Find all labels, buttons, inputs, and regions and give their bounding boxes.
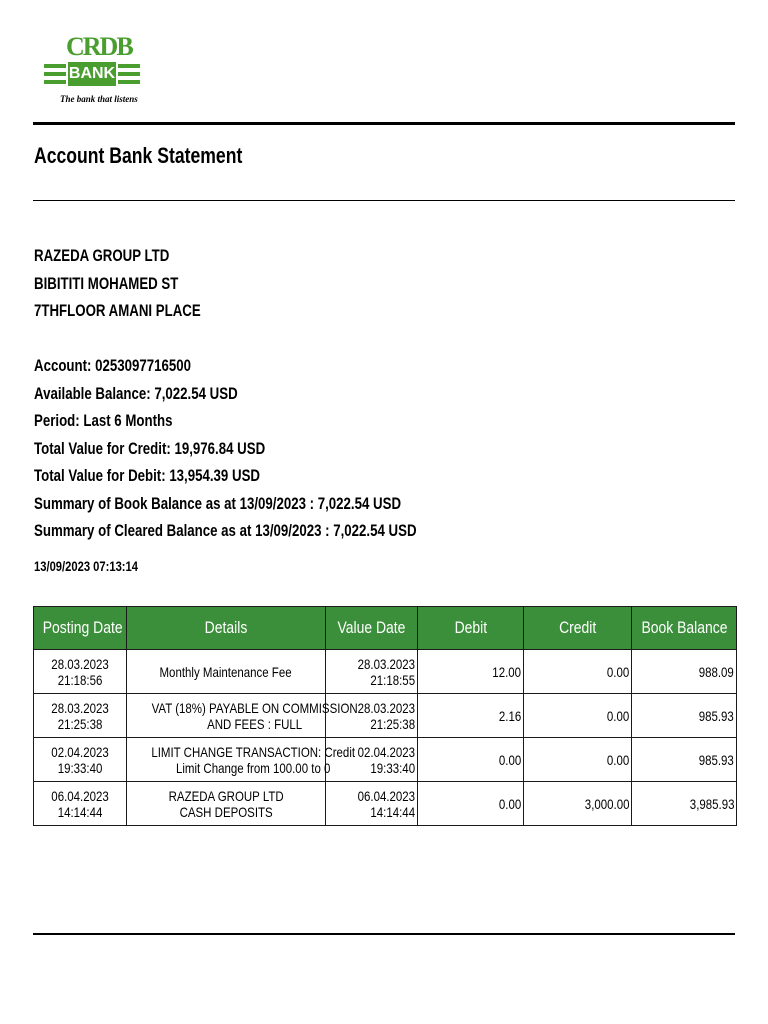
debit-cell: 0.00 <box>418 782 524 826</box>
logo-stripe <box>44 72 66 76</box>
debit-cell: 12.00 <box>418 650 524 694</box>
generated-timestamp: 13/09/2023 07:13:14 <box>34 558 138 574</box>
transactions-table <box>33 606 737 826</box>
title-divider <box>33 200 735 201</box>
debit-cell: 2.16 <box>418 694 524 738</box>
posting-date-cell: 02.04.2023 19:33:40 <box>34 738 127 782</box>
header-divider <box>33 122 735 125</box>
table-row <box>34 782 737 826</box>
footer-divider <box>33 933 735 935</box>
balance-cell: 988.09 <box>632 650 737 694</box>
logo-bank-label: BANK <box>68 62 116 86</box>
address-line: RAZEDA GROUP LTD <box>34 246 170 265</box>
column-header-credit: Credit <box>524 607 632 650</box>
details-cell: VAT (18%) PAYABLE ON COMMISSION AND FEES : FULL <box>127 694 326 738</box>
account-number: Account: 0253097716500 <box>34 356 192 375</box>
logo-stripe <box>118 72 140 76</box>
cleared-balance-summary: Summary of Cleared Balance as at 13/09/2023 : 7,022.54 USD <box>34 521 417 540</box>
statement-period: Period: Last 6 Months <box>34 411 173 430</box>
credit-cell: 0.00 <box>524 694 632 738</box>
value-date-cell: 28.03.2023 21:25:38 <box>326 694 418 738</box>
posting-date-cell: 28.03.2023 21:25:38 <box>34 694 127 738</box>
posting-date-cell: 28.03.2023 21:18:56 <box>34 650 127 694</box>
account-summary <box>34 352 524 545</box>
credit-cell: 0.00 <box>524 650 632 694</box>
credit-cell: 3,000.00 <box>524 782 632 826</box>
credit-cell: 0.00 <box>524 738 632 782</box>
table-row <box>34 650 737 694</box>
logo-stripe <box>44 64 66 68</box>
value-date-cell: 06.04.2023 14:14:44 <box>326 782 418 826</box>
balance-cell: 985.93 <box>632 738 737 782</box>
customer-address <box>34 242 248 325</box>
logo-stripe <box>44 80 66 84</box>
total-debit: Total Value for Debit: 13,954.39 USD <box>34 466 260 485</box>
posting-date-cell: 06.04.2023 14:14:44 <box>34 782 127 826</box>
logo-tagline: The bank that listens <box>60 94 138 104</box>
balance-cell: 985.93 <box>632 694 737 738</box>
column-header-value-date: Value Date <box>326 607 418 650</box>
page-title: Account Bank Statement <box>34 143 243 168</box>
available-balance: Available Balance: 7,022.54 USD <box>34 383 238 403</box>
column-header-details: Details <box>127 607 326 650</box>
total-credit: Total Value for Credit: 19,976.84 USD <box>34 438 266 458</box>
bank-logo <box>44 34 140 108</box>
table-header-row <box>34 607 737 650</box>
table-row <box>34 738 737 782</box>
details-cell: LIMIT CHANGE TRANSACTION: Credit Limit Change from 100.00 to 0 <box>127 738 326 782</box>
column-header-debit: Debit <box>418 607 524 650</box>
value-date-cell: 02.04.2023 19:33:40 <box>326 738 418 782</box>
logo-stripe <box>118 80 140 84</box>
details-cell: Monthly Maintenance Fee <box>127 650 326 694</box>
table-row <box>34 694 737 738</box>
logo-brand-text: CRDB <box>66 32 132 61</box>
address-line: BIBITITI MOHAMED ST <box>34 273 179 293</box>
column-header-book-balance: Book Balance <box>632 607 737 650</box>
book-balance-summary: Summary of Book Balance as at 13/09/2023 : 7,022.54 USD <box>34 493 402 513</box>
balance-cell: 3,985.93 <box>632 782 737 826</box>
debit-cell: 0.00 <box>418 738 524 782</box>
column-header-posting-date: Posting Date <box>34 607 127 650</box>
logo-stripe <box>118 64 140 68</box>
details-cell: RAZEDA GROUP LTD CASH DEPOSITS <box>127 782 326 826</box>
value-date-cell: 28.03.2023 21:18:55 <box>326 650 418 694</box>
address-line: 7THFLOOR AMANI PLACE <box>34 301 201 320</box>
